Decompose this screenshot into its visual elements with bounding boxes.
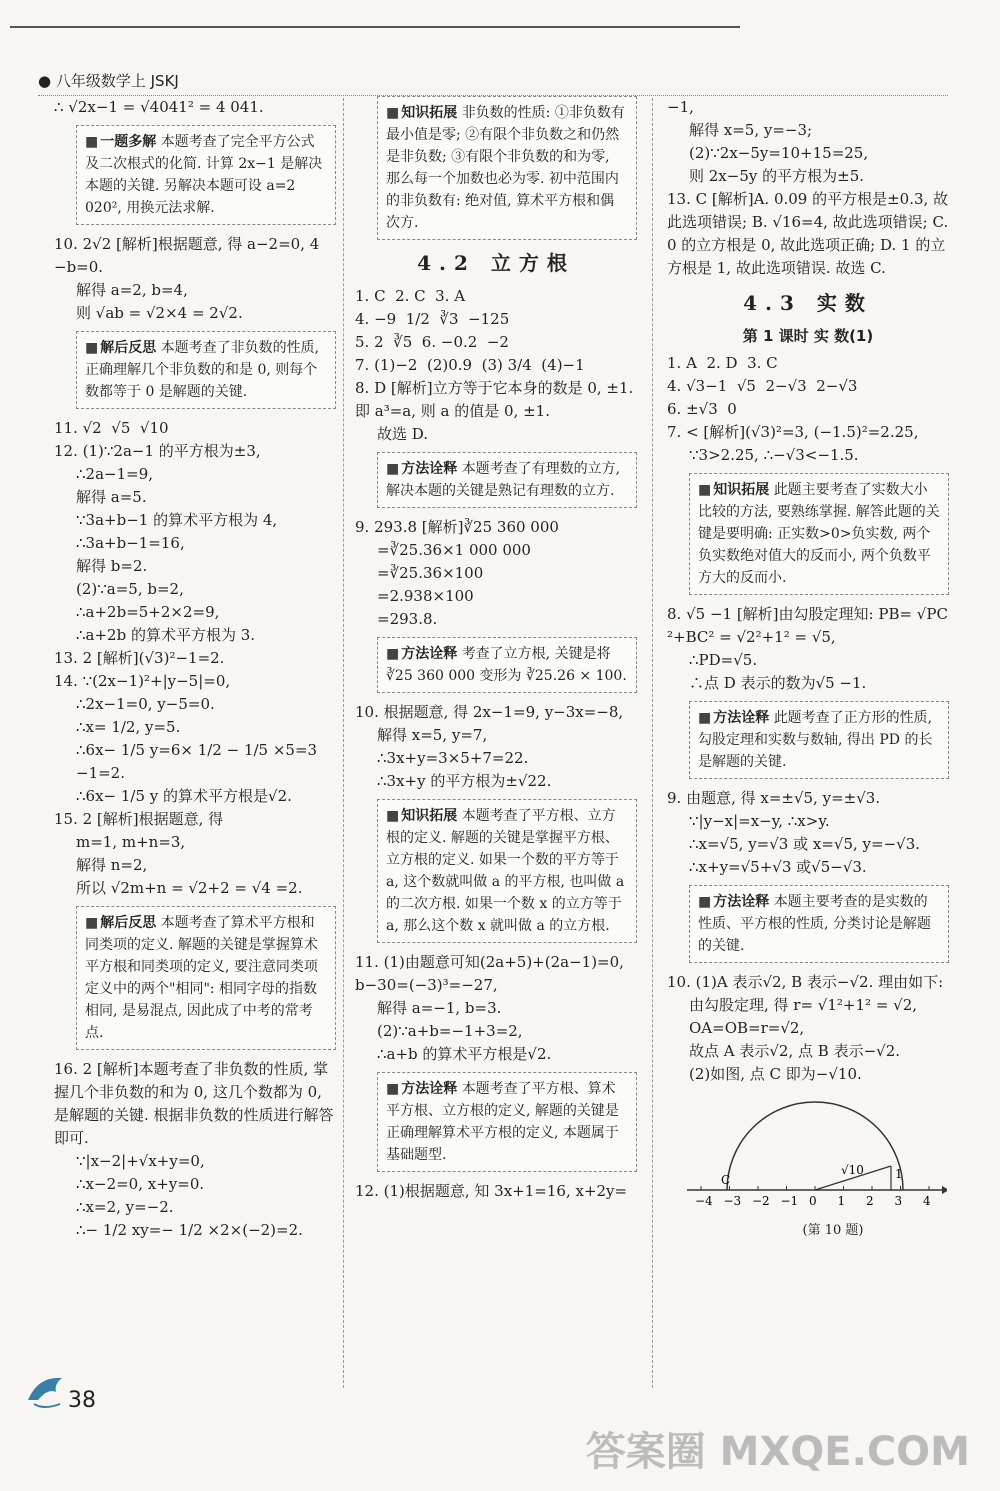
answer-line: 9. 由题意, 得 x=±√5, y=±√3.	[667, 789, 881, 807]
answer-line: ∴6x− 1/5 y 的算术平方根是√2.	[76, 787, 292, 805]
page-header	[38, 70, 948, 96]
column-3	[667, 96, 953, 1242]
answer-line: 11. (1)由题意可知(2a+5)+(2a−1)=0, b−30=(−3)³=−27,	[355, 953, 629, 994]
answer-line: 解得 a=−1, b=3.	[377, 999, 502, 1017]
tip-tag: ■ 知识拓展	[698, 482, 769, 498]
tip-tag: ■ 方法诠释	[386, 461, 457, 477]
tick-label: −2	[752, 1194, 770, 1208]
answer-line: 12. (1)根据题意, 知 3x+1=16, x+2y=	[355, 1182, 628, 1200]
answer-line: ∵3>2.25, ∴−√3<−1.5.	[689, 446, 859, 464]
page-number: 38	[68, 1388, 96, 1413]
tip-text: 非负数的性质: ①非负数有最小值是零; ②有限个非负数之和仍然是非负数; ③有限个非负数的和为零, 那么每一个加数也必为零. 初中范围内的非负数有: 绝对值, 算术平方根和偶次方.	[386, 105, 625, 231]
tip-box	[377, 96, 637, 240]
answer-line: 6. ±√3 0	[667, 400, 737, 418]
answer-line: 故选 D.	[377, 425, 429, 443]
answer-line: ∴x−2=0, x+y=0.	[76, 1175, 205, 1193]
answer-line: 所以 √2m+n = √2+2 = √4 =2.	[76, 879, 303, 897]
answer-line: =2.938×100	[377, 587, 474, 605]
figure-caption: (第 10 题)	[802, 1223, 864, 1238]
tip-box	[76, 331, 336, 409]
tip-text: 考查了立方根, 关键是将 ∛25 360 000 变形为 ∛25.26 × 100.	[386, 646, 627, 684]
tip-text: 本题考查了有理数的立方, 解决本题的关键是熟记有理数的立方.	[386, 461, 621, 499]
tip-tag: ■ 方法诠释	[698, 710, 769, 726]
tick-label: 2	[866, 1194, 874, 1208]
top-rule	[10, 26, 740, 28]
section-title: 4.2 立方根	[417, 251, 575, 275]
answer-line: ∴x+y=√5+√3 或√5−√3.	[689, 858, 867, 876]
answer-line: 由勾股定理, 得 r= √1²+1² = √2,	[689, 996, 918, 1014]
answer-line: 16. 2 [解析]本题考查了非负数的性质, 掌握几个非负数的和为 0, 这几个数都为 0, 是解题的关键. 根据非负数的性质进行解答即可.	[54, 1060, 334, 1147]
answer-line: OA=OB=r=√2,	[689, 1019, 805, 1037]
answer-line: ∴2a−1=9,	[76, 465, 154, 483]
answer-line: 则 √ab = √2×4 = 2√2.	[76, 304, 243, 322]
tip-tag: ■ 解后反思	[85, 340, 156, 356]
axis-arrow	[942, 1186, 947, 1194]
column-2	[355, 96, 637, 1203]
answer-line: ∵|y−x|=x−y, ∴x>y.	[689, 812, 830, 830]
answer-line: ∴3x+y=3×5+7=22.	[377, 749, 529, 767]
tip-text: 本题考查了平方根、算术平方根、立方根的定义, 解题的关键是正确理解算术平方根的定义, 本题属于基础题型.	[386, 1081, 619, 1163]
number-line-figure	[677, 1092, 947, 1212]
tip-tag: ■ 方法诠释	[386, 646, 457, 662]
answer-line: −1,	[667, 98, 694, 116]
answer-line: (2)∵a=5, b=2,	[76, 580, 184, 598]
answer-line: ∴x=√5, y=√3 或 x=√5, y=−√3.	[689, 835, 921, 853]
answer-line: 解得 a=5.	[76, 488, 147, 506]
answer-line: (2)∵2x−5y=10+15=25,	[689, 144, 869, 162]
answer-line: 8. √5 −1 [解析]由勾股定理知: PB= √PC²+BC² = √2²+1² = √5,	[667, 605, 948, 646]
tip-box	[377, 1072, 637, 1172]
header-title: 八年级数学上 JSKJ	[55, 72, 179, 90]
tip-text: 本题考查了非负数的性质, 正确理解几个非负数的和是 0, 则每个数都等于 0 是解题的关键.	[85, 340, 320, 400]
tip-box	[689, 885, 949, 963]
answer-line: ∴2x−1=0, y−5=0.	[76, 695, 215, 713]
tip-box	[377, 637, 637, 693]
answer-line: 8. D [解析]立方等于它本身的数是 0, ±1. 即 a³=a, 则 a 的值是 0, ±1.	[355, 379, 639, 420]
answer-line: ∴a+2b 的算术平方根为 3.	[76, 626, 256, 644]
answer-line: 10. 2√2 [解析]根据题意, 得 a−2=0, 4−b=0.	[54, 235, 320, 276]
tick-label: −1	[780, 1194, 799, 1208]
header-bullet: ●	[38, 72, 56, 90]
tip-text: 本题考查了算术平方根和同类项的定义. 解题的关键是掌握算术平方根和同类项的定义, 要注意同类项定义中的两个"相同": 相同字母的指数相同, 是易混点, 因此成了中考的常考点.	[85, 915, 318, 1041]
tick-label: −4	[695, 1194, 713, 1208]
tip-tag: ■ 知识拓展	[386, 808, 457, 824]
column-1	[54, 96, 336, 1242]
tip-box	[377, 799, 637, 943]
answer-line: 15. 2 [解析]根据题意, 得	[54, 810, 224, 828]
answer-line: 解得 a=2, b=4,	[76, 281, 188, 299]
answer-line: ∴x= 1/2, y=5.	[76, 718, 181, 736]
answer-line: 10. (1)A 表示√2, B 表示−√2. 理由如下:	[667, 973, 944, 991]
answer-line: =∛25.36×1 000 000	[377, 541, 531, 559]
unit-label: 1	[895, 1167, 903, 1181]
point-c-label: C	[721, 1173, 731, 1187]
answer-line: 解得 x=5, y=7,	[377, 726, 488, 744]
tip-box	[689, 473, 949, 595]
answer-line: m=1, m+n=3,	[76, 833, 186, 851]
answer-line: ∴− 1/2 xy=− 1/2 ×2×(−2)=2.	[76, 1221, 303, 1239]
answer-line: 12. (1)∵2a−1 的平方根为±3,	[54, 442, 261, 460]
tick-label: 0	[809, 1194, 817, 1208]
answer-line: 解得 x=5, y=−3;	[689, 121, 813, 139]
tip-tag: ■ 一题多解	[85, 134, 156, 150]
section-title: 4.3 实数	[743, 291, 873, 315]
tip-tag: ■ 方法诠释	[698, 894, 769, 910]
tip-box	[377, 452, 637, 508]
answer-line: ∴3a+b−1=16,	[76, 534, 185, 552]
answer-line: 4. −9 1/2 ∛3 −125	[355, 310, 510, 328]
tip-tag: ■ 方法诠释	[386, 1081, 457, 1097]
watermark: 答案圈 MXQE.COM	[585, 1429, 970, 1475]
tick-label: 4	[923, 1194, 931, 1208]
tip-box	[76, 125, 336, 225]
answer-line: ∴6x− 1/5 y=6× 1/2 − 1/5 ×5=3−1=2.	[76, 741, 318, 782]
answer-line: 7. < [解析](√3)²=3, (−1.5)²=2.25,	[667, 423, 919, 441]
tip-text: 本题主要考查的是实数的性质、平方根的性质, 分类讨论是解题的关键.	[698, 894, 931, 954]
tick-label: 3	[894, 1194, 903, 1208]
tip-text: 本题考查了完全平方公式及二次根式的化简. 计算 2x−1 是解决本题的关键. 另解决本题可设 a=2 020², 用换元法求解.	[85, 134, 323, 216]
dolphin-logo-icon	[24, 1370, 72, 1414]
answer-line: (2)∵a+b=−1+3=2,	[377, 1022, 523, 1040]
answer-line: 5. 2 ∛5 6. −0.2 −2	[355, 333, 509, 351]
tip-box	[689, 701, 949, 779]
tip-tag: ■ 解后反思	[85, 915, 156, 931]
arc	[727, 1102, 903, 1190]
answer-line: ∴x=2, y=−2.	[76, 1198, 174, 1216]
answer-line: 11. √2 √5 √10	[54, 419, 169, 437]
answer-line: 解得 n=2,	[76, 856, 148, 874]
answer-line: 7. (1)−2 (2)0.9 (3) 3/4 (4)−1	[355, 356, 585, 374]
answer-line: ∴a+b 的算术平方根是√2.	[377, 1045, 552, 1063]
answer-line: ∴点 D 表示的数为√5 −1.	[689, 674, 867, 692]
answer-line: ∴3x+y 的平方根为±√22.	[377, 772, 552, 790]
tip-tag: ■ 知识拓展	[386, 105, 457, 121]
answer-line: 13. C [解析]A. 0.09 的平方根是±0.3, 故此选项错误; B. √16=4, 故此选项错误; C. 0 的立方根是 0, 故此选项正确; D. 1 的立方根是 1, 故此选项错误. 故选 C.	[667, 190, 953, 277]
column-divider	[343, 98, 344, 1388]
tip-box	[76, 906, 336, 1050]
lesson-title: 第 1 课时 实 数(1)	[742, 327, 874, 345]
answer-line: ∴ √2x−1 = √4041² = 4 041.	[54, 98, 264, 116]
answer-line: 4. √3−1 √5 2−√3 2−√3	[667, 377, 858, 395]
answer-line: ∵3a+b−1 的算术平方根为 4,	[76, 511, 278, 529]
answer-line: 13. 2 [解析](√3)²−1=2.	[54, 649, 225, 667]
answer-line: (2)如图, 点 C 即为−√10.	[689, 1065, 862, 1083]
answer-line: 9. 293.8 [解析]∛25 360 000	[355, 518, 559, 536]
answer-line: 1. A 2. D 3. C	[667, 354, 778, 372]
answer-line: ∵|x−2|+√x+y=0,	[76, 1152, 205, 1170]
answer-line: ∴a+2b=5+2×2=9,	[76, 603, 220, 621]
tick-label: 1	[837, 1194, 846, 1208]
tip-text: 此题主要考查了实数大小比较的方法, 要熟练掌握. 解答此题的关键是要明确: 正实数>0>负实数, 两个负实数绝对值大的反而小, 两个负数平方大的反而小.	[698, 482, 940, 586]
sqrt10-label: √10	[841, 1163, 864, 1177]
answer-line: =∛25.36×100	[377, 564, 484, 582]
tick-label: −3	[723, 1194, 742, 1208]
answer-line: 解得 b=2.	[76, 557, 148, 575]
tip-text: 此题考查了正方形的性质, 勾股定理和实数与数轴, 得出 PD 的长是解题的关键.	[698, 710, 933, 770]
answer-line: =293.8.	[377, 610, 438, 628]
answer-line: ∴PD=√5.	[689, 651, 758, 669]
answer-line: 则 2x−5y 的平方根为±5.	[689, 167, 865, 185]
column-divider	[652, 98, 653, 1388]
tip-text: 本题考查了平方根、立方根的定义. 解题的关键是掌握平方根、立方根的定义. 如果一个数的平方等于 a, 这个数就叫做 a 的平方根, 也叫做 a 的二次方根. 如果一个数 x 的立方等于 a, 那么这个数 x 就叫做 a 的立方根.	[386, 808, 625, 934]
answer-line: 1. C 2. C 3. A	[355, 287, 466, 305]
answer-line: 14. ∵(2x−1)²+|y−5|=0,	[54, 672, 231, 690]
answer-line: 10. 根据题意, 得 2x−1=9, y−3x=−8,	[355, 703, 624, 721]
answer-line: 故点 A 表示√2, 点 B 表示−√2.	[689, 1042, 901, 1060]
